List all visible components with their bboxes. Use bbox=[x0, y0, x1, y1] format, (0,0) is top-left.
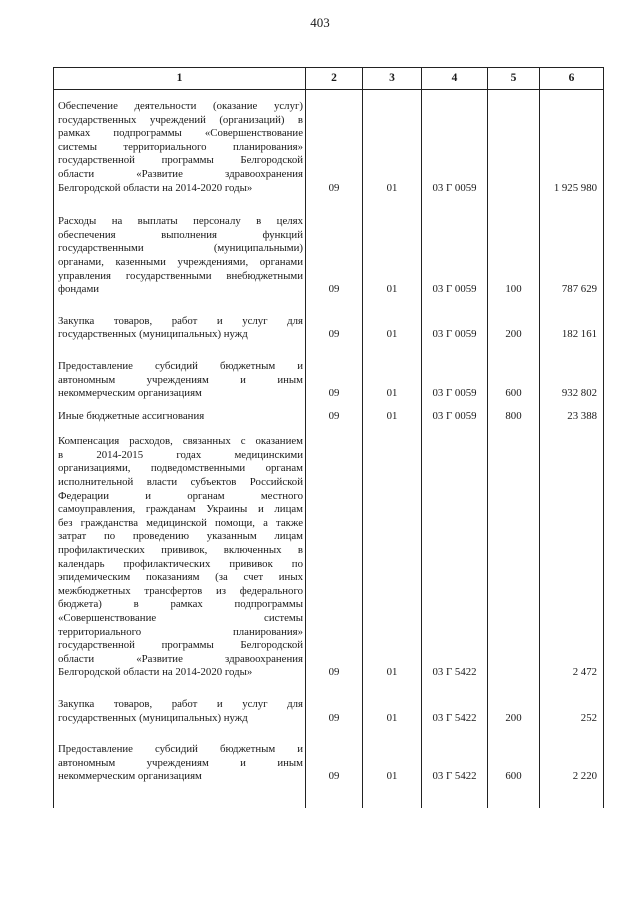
description-line: автономным учреждениям и иным bbox=[58, 756, 303, 769]
description-line: организациями, подведомственными органам bbox=[58, 462, 303, 475]
description-line: органами, казенными учреждениями, органами bbox=[58, 255, 303, 268]
expense-type-code: 600 bbox=[488, 342, 540, 401]
expense-type-code: 800 bbox=[488, 401, 540, 424]
description-line: Закупка товаров, работ и услуг для bbox=[58, 314, 303, 327]
column-header-6: 6 bbox=[540, 68, 604, 90]
description-line: эпидемическим показаниям (за счет иных bbox=[58, 571, 303, 584]
amount: 1 925 980 bbox=[540, 90, 604, 196]
target-article-code: 03 Г 0059 bbox=[422, 90, 488, 196]
row-description bbox=[54, 725, 306, 784]
subsection-code: 01 bbox=[363, 90, 422, 196]
table-row bbox=[54, 90, 604, 196]
target-article-code: 03 Г 5422 bbox=[422, 680, 488, 725]
description-last-line: Белгородской области на 2014-2020 годы» bbox=[58, 181, 253, 194]
expense-type-code bbox=[488, 90, 540, 196]
description-line: обеспечения выполнения функций bbox=[58, 228, 303, 241]
amount: 252 bbox=[540, 680, 604, 725]
description-line: календарь профилактических прививок по bbox=[58, 557, 303, 570]
row-description bbox=[54, 297, 306, 342]
section-code: 09 bbox=[306, 401, 363, 424]
section-code: 09 bbox=[306, 342, 363, 401]
target-article-code: 03 Г 5422 bbox=[422, 423, 488, 680]
subsection-code: 01 bbox=[363, 297, 422, 342]
expense-type-code: 200 bbox=[488, 680, 540, 725]
description-line: Закупка товаров, работ и услуг для bbox=[58, 697, 303, 710]
table-row bbox=[54, 401, 604, 424]
description-last-line: Белгородской области на 2014-2020 годы» bbox=[58, 666, 253, 679]
description-line: Расходы на выплаты персоналу в целях bbox=[58, 215, 303, 228]
table-row bbox=[54, 423, 604, 680]
section-code: 09 bbox=[306, 90, 363, 196]
empty-cell bbox=[422, 784, 488, 808]
description-line: территориального планирования» bbox=[58, 625, 303, 638]
description-line: управления государственными внебюджетными bbox=[58, 269, 303, 282]
budget-table bbox=[53, 67, 604, 808]
section-code: 09 bbox=[306, 195, 363, 297]
expense-type-code: 100 bbox=[488, 195, 540, 297]
column-header-3: 3 bbox=[363, 68, 422, 90]
description-line: Федерации и органам местного bbox=[58, 489, 303, 502]
description-last-line: некоммерческим организациям bbox=[58, 387, 202, 400]
description-line: области «Развитие здравоохранения bbox=[58, 167, 303, 180]
description-last-line: государственных (муниципальных) нужд bbox=[58, 711, 248, 724]
description-line: Предоставление субсидий бюджетным и bbox=[58, 743, 303, 756]
column-header-4: 4 bbox=[422, 68, 488, 90]
description-line: государственными (муниципальными) bbox=[58, 242, 303, 255]
column-header-1: 1 bbox=[54, 68, 306, 90]
description-line: рамках подпрограммы «Совершенствование bbox=[58, 127, 303, 140]
description-line: затрат по проведению указанным лицам bbox=[58, 530, 303, 543]
page-number: 403 bbox=[310, 15, 330, 30]
target-article-code: 03 Г 5422 bbox=[422, 725, 488, 784]
table-header-row bbox=[54, 68, 604, 90]
table-row bbox=[54, 342, 604, 401]
target-article-code: 03 Г 0059 bbox=[422, 342, 488, 401]
description-line: области «Развитие здравоохранения bbox=[58, 652, 303, 665]
empty-cell bbox=[54, 784, 306, 808]
description-last-line: государственных (муниципальных) нужд bbox=[58, 328, 248, 341]
description-last-line: Иные бюджетные ассигнования bbox=[58, 409, 205, 422]
empty-cell bbox=[363, 784, 422, 808]
subsection-code: 01 bbox=[363, 401, 422, 424]
description-last-line: некоммерческим организациям bbox=[58, 770, 202, 783]
subsection-code: 01 bbox=[363, 423, 422, 680]
amount: 787 629 bbox=[540, 195, 604, 297]
description-line: Компенсация расходов, связанных с оказанием bbox=[58, 435, 303, 448]
expense-type-code: 200 bbox=[488, 297, 540, 342]
amount: 2 220 bbox=[540, 725, 604, 784]
description-line: Предоставление субсидий бюджетным и bbox=[58, 359, 303, 372]
amount: 2 472 bbox=[540, 423, 604, 680]
subsection-code: 01 bbox=[363, 342, 422, 401]
row-description bbox=[54, 401, 306, 424]
subsection-code: 01 bbox=[363, 680, 422, 725]
section-code: 09 bbox=[306, 423, 363, 680]
description-line: без гражданства медицинской помощи, а также bbox=[58, 516, 303, 529]
section-code: 09 bbox=[306, 297, 363, 342]
empty-cell bbox=[488, 784, 540, 808]
description-line: «Совершенствование системы bbox=[58, 612, 303, 624]
empty-cell bbox=[306, 784, 363, 808]
row-description bbox=[54, 195, 306, 297]
row-description bbox=[54, 680, 306, 725]
expense-type-code bbox=[488, 423, 540, 680]
section-code: 09 bbox=[306, 725, 363, 784]
table-continuation-row bbox=[54, 784, 604, 808]
row-description bbox=[54, 342, 306, 401]
description-line: государственной программы Белгородской bbox=[58, 154, 303, 167]
description-line: государственной программы Белгородской bbox=[58, 639, 303, 652]
empty-cell bbox=[540, 784, 604, 808]
description-line: исполнительной власти субъектов Российской bbox=[58, 476, 303, 489]
description-line: системы территориального планирования» bbox=[58, 140, 303, 153]
target-article-code: 03 Г 0059 bbox=[422, 297, 488, 342]
table-row bbox=[54, 725, 604, 784]
section-code: 09 bbox=[306, 680, 363, 725]
column-header-2: 2 bbox=[306, 68, 363, 90]
description-line: государственных учреждений (организаций) в bbox=[58, 113, 303, 126]
target-article-code: 03 Г 0059 bbox=[422, 401, 488, 424]
amount: 182 161 bbox=[540, 297, 604, 342]
expense-type-code: 600 bbox=[488, 725, 540, 784]
description-line: самоуправления, гражданам Украины и лицам bbox=[58, 503, 303, 516]
amount: 932 802 bbox=[540, 342, 604, 401]
description-line: Обеспечение деятельности (оказание услуг) bbox=[58, 100, 303, 112]
table-row bbox=[54, 680, 604, 725]
target-article-code: 03 Г 0059 bbox=[422, 195, 488, 297]
subsection-code: 01 bbox=[363, 725, 422, 784]
amount: 23 388 bbox=[540, 401, 604, 424]
description-line: межбюджетных трансфертов из федерального bbox=[58, 584, 303, 597]
description-line: автономным учреждениям и иным bbox=[58, 373, 303, 386]
table-row bbox=[54, 297, 604, 342]
row-description bbox=[54, 423, 306, 680]
table-body bbox=[54, 90, 604, 808]
row-description bbox=[54, 90, 306, 196]
column-header-5: 5 bbox=[488, 68, 540, 90]
description-line: в 2014-2015 годах медицинскими bbox=[58, 448, 303, 461]
subsection-code: 01 bbox=[363, 195, 422, 297]
description-line: профилактических прививок, включенных в bbox=[58, 544, 303, 557]
table-row bbox=[54, 195, 604, 297]
description-line: бюджета) в рамках подпрограммы bbox=[58, 598, 303, 611]
description-last-line: фондами bbox=[58, 283, 100, 296]
